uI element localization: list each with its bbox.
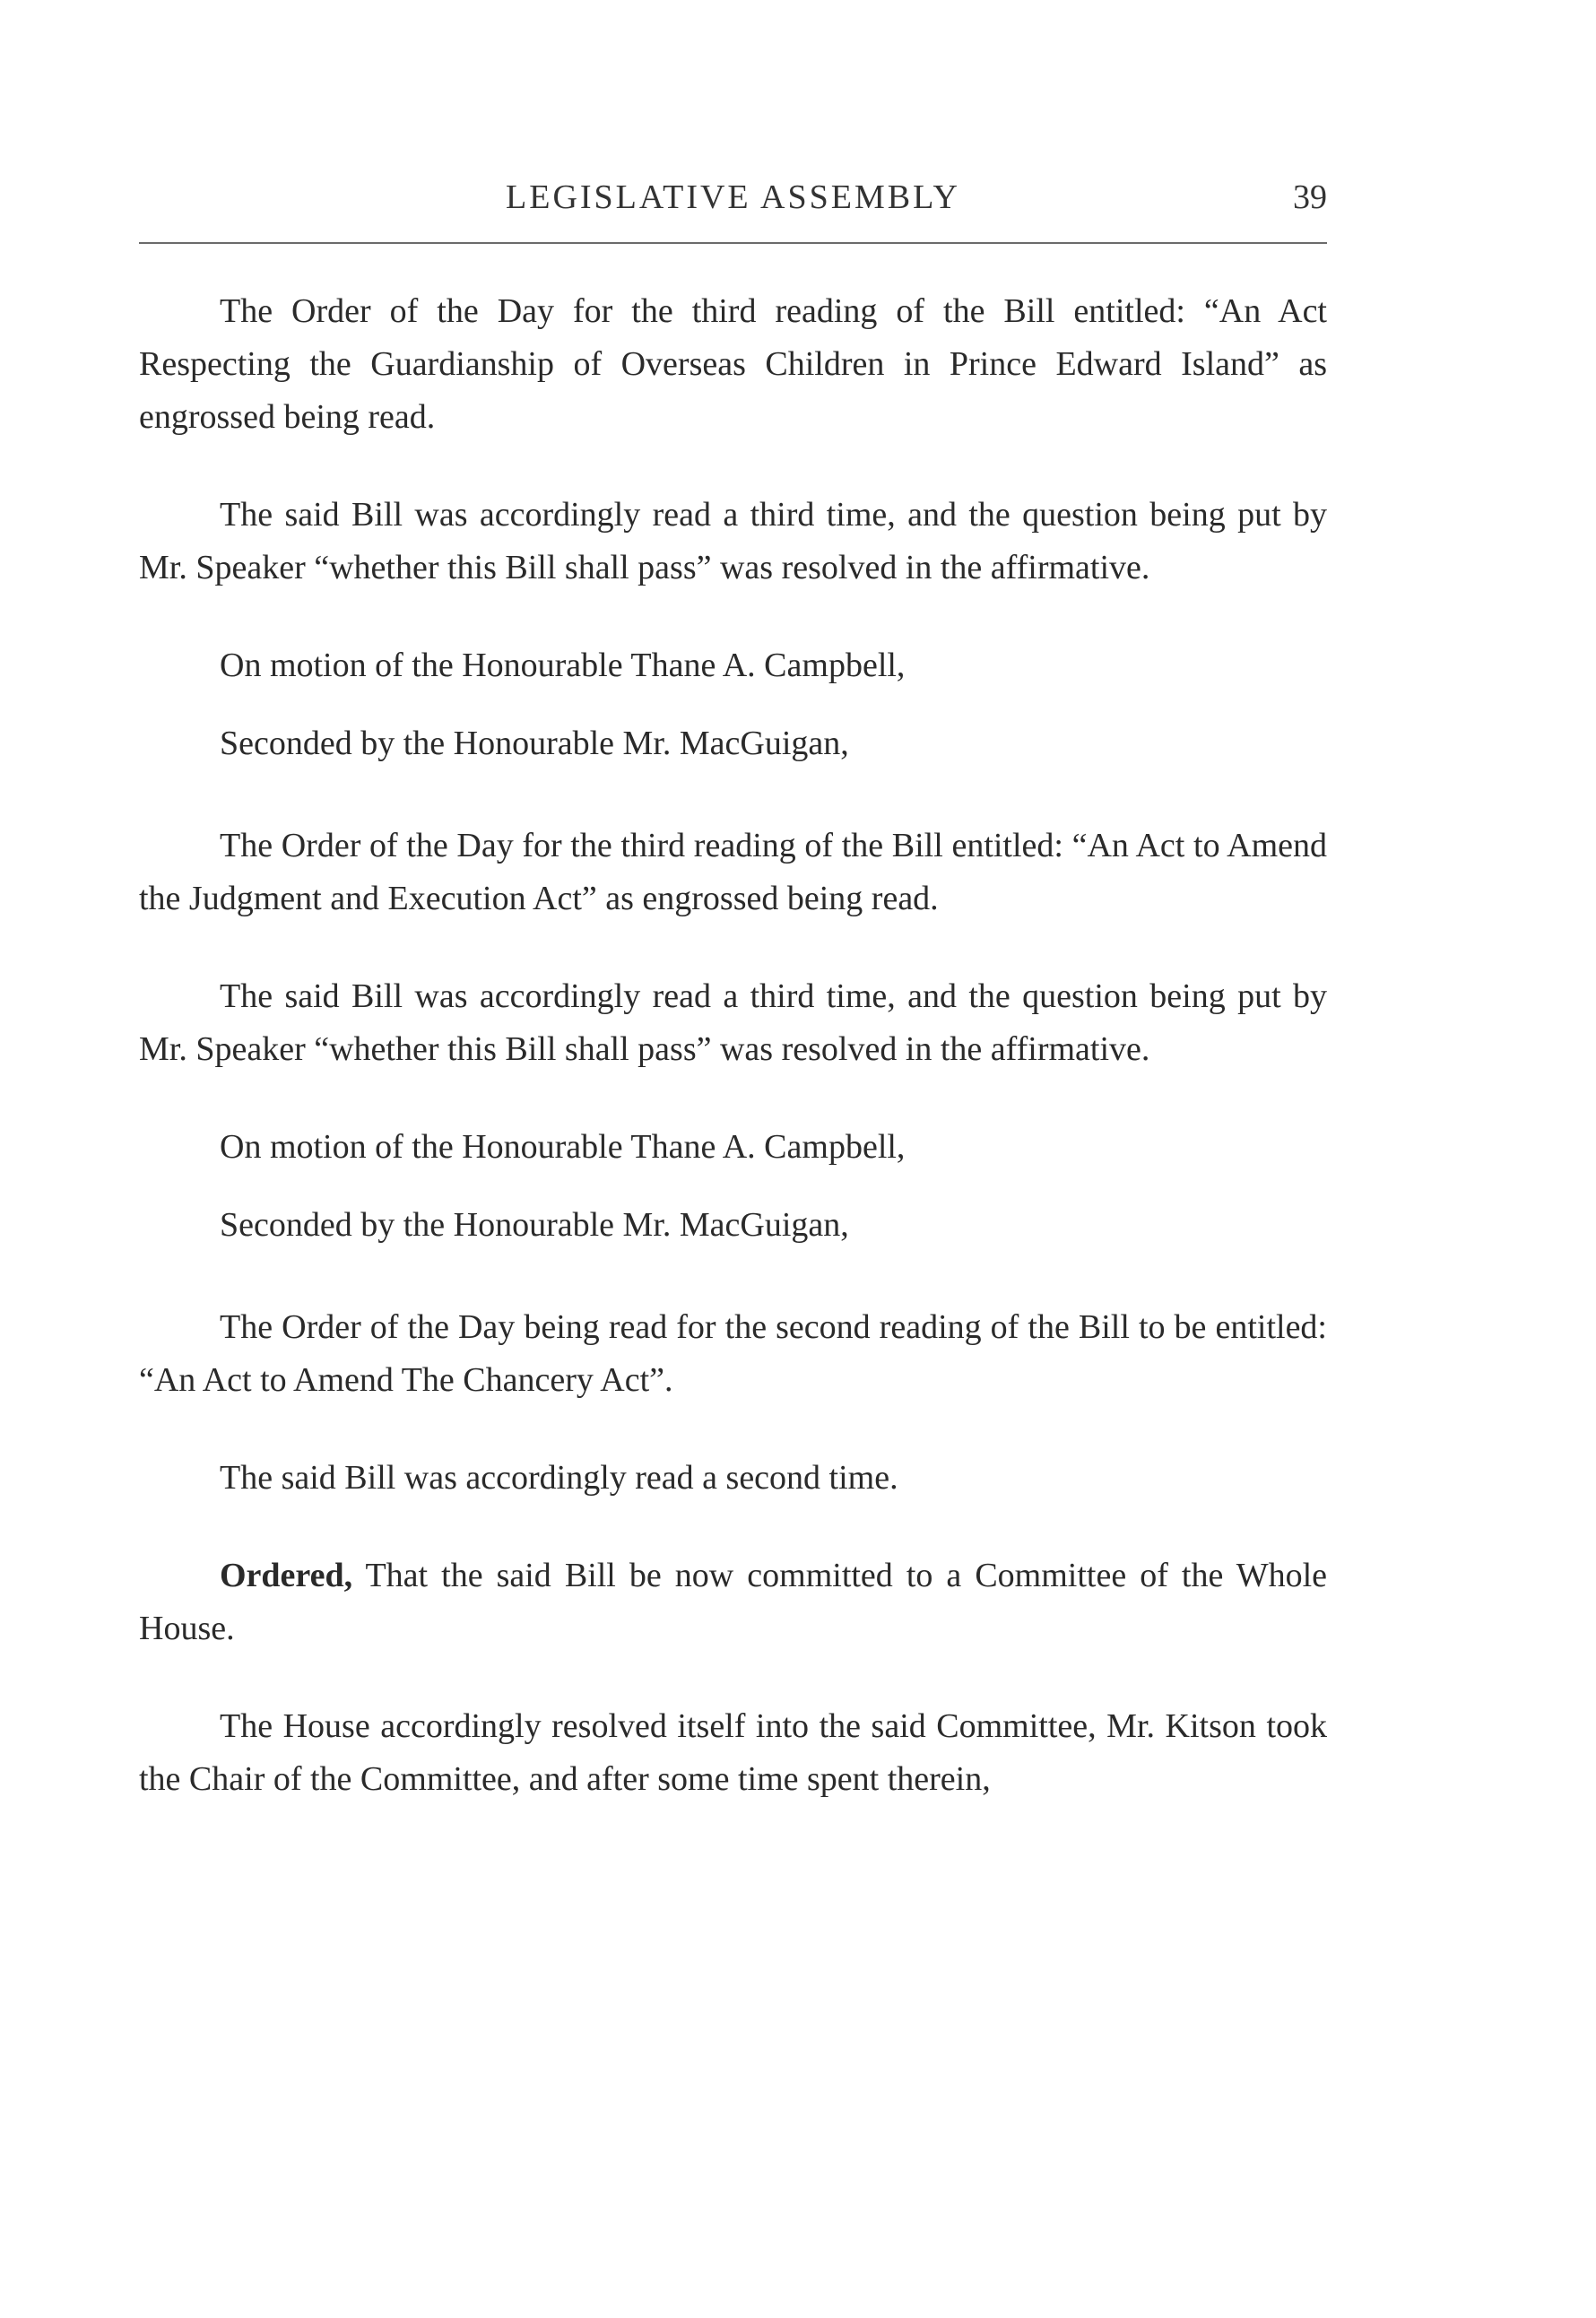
paragraph-bill-passed: The said Bill was accordingly read a third time, and the question being put by Mr. Speaker “whether this Bill shall pass” was resolved in the affirmative. — [139, 496, 1327, 586]
running-title: LEGISLATIVE ASSEMBLY — [506, 178, 960, 216]
paragraph-seconded: Seconded by the Honourable Mr. MacGuigan, — [220, 725, 849, 762]
paragraph-ordered — [139, 1550, 1327, 1655]
header-rule — [139, 242, 1327, 244]
paragraph-seconded: Seconded by the Honourable Mr. MacGuigan, — [220, 1206, 849, 1244]
paragraph-order-third-reading-guardianship: The Order of the Day for the third reading of the Bill entitled: “An Act Respecting the Guardianship of Overseas Children in Prince Edward Island” as engrossed being read. — [139, 292, 1327, 436]
page-header — [139, 178, 1327, 231]
paragraph-committee: The House accordingly resolved itself into the said Committee, Mr. Kitson took the Chair of the Committee, and after some time spent therein, — [139, 1707, 1327, 1798]
paragraph-second-reading: The said Bill was accordingly read a second time. — [220, 1459, 898, 1497]
paragraph-motion: On motion of the Honourable Thane A. Campbell, — [220, 1128, 906, 1166]
ordered-label: Ordered, — [220, 1557, 353, 1594]
paragraph-order-third-reading-judgment: The Order of the Day for the third reading of the Bill entitled: “An Act to Amend the Judgment and Execution Act” as engrossed being read. — [139, 827, 1327, 917]
page-number: 39 — [1293, 178, 1327, 216]
ordered-text: That the said Bill be now committed to a Committee of the Whole House. — [139, 1557, 1327, 1647]
paragraph-order-second-reading-chancery: The Order of the Day being read for the second reading of the Bill to be entitled: “An Act to Amend The Chancery Act”. — [139, 1308, 1327, 1399]
body-text — [139, 285, 1327, 1851]
paragraph-motion: On motion of the Honourable Thane A. Campbell, — [220, 647, 906, 684]
paragraph-bill-passed: The said Bill was accordingly read a third time, and the question being put by Mr. Speaker “whether this Bill shall pass” was resolved in the affirmative. — [139, 977, 1327, 1068]
